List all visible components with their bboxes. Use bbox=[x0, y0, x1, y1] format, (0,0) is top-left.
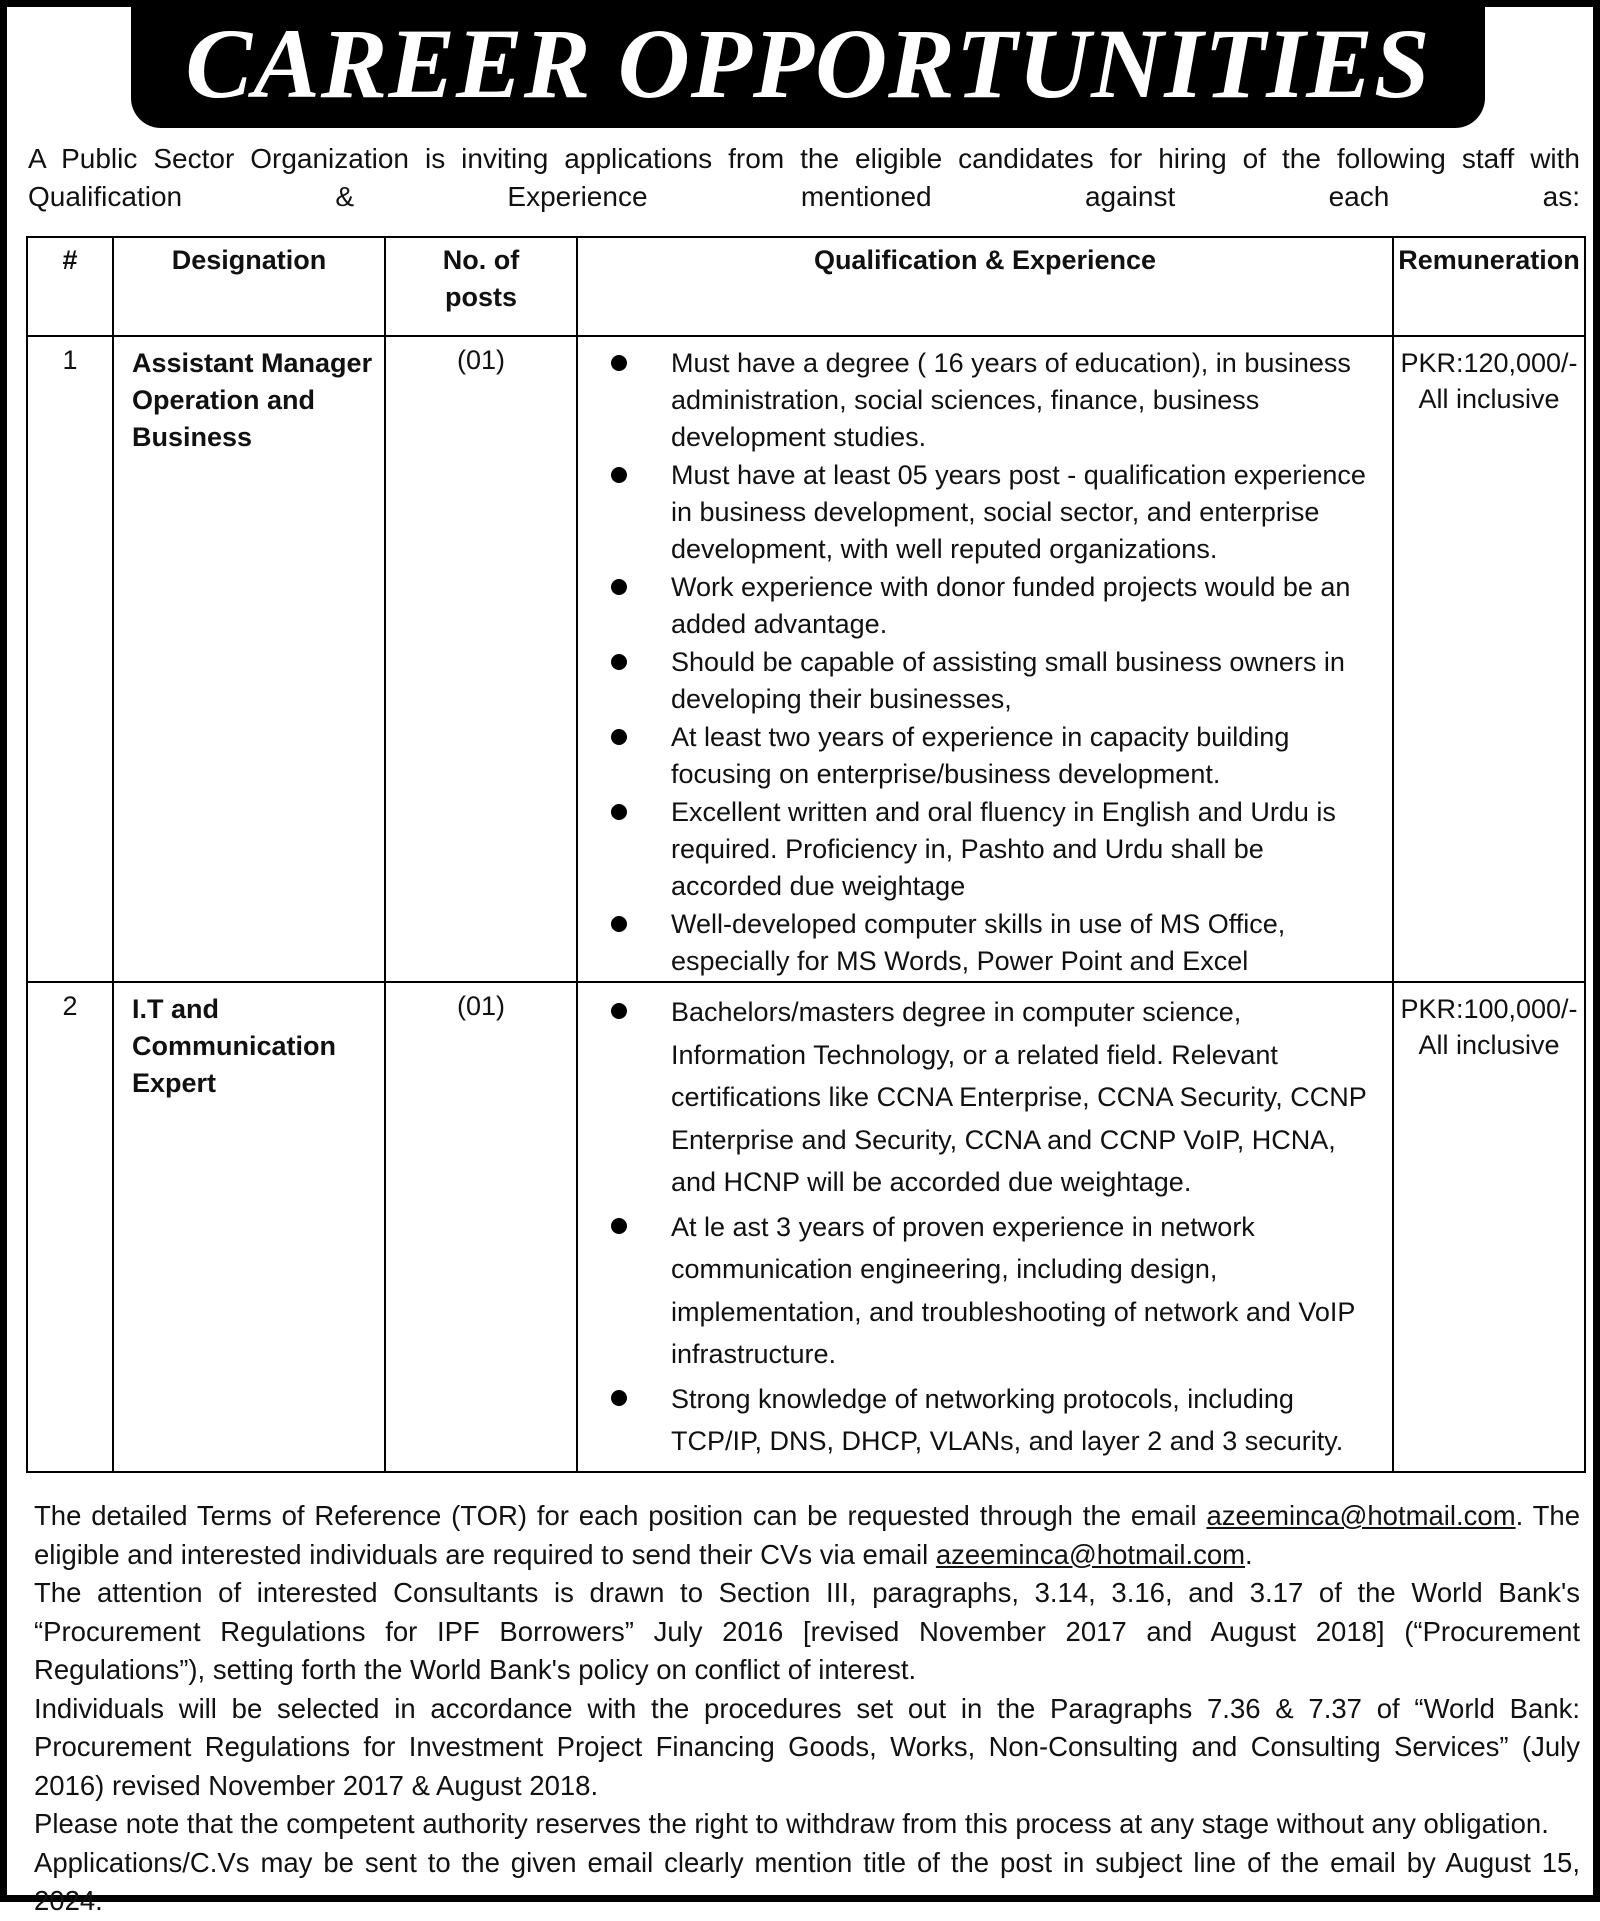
tor-paragraph: The detailed Terms of Reference (TOR) for each position can be requested through the email azeeminca@hotmail.com. The eligible and interested individuals are required to send their CVs via email azeeminca@hotmail.com. bbox=[34, 1500, 1580, 1570]
intro-paragraph: A Public Sector Organization is inviting applications from the eligible candidates for hiring of the following staff with Qualification & Experience mentioned against each as: bbox=[28, 143, 1580, 212]
email-link[interactable]: azeeminca@hotmail.com bbox=[1206, 1500, 1516, 1531]
bullet-icon bbox=[611, 467, 627, 483]
qualification-list bbox=[578, 345, 1382, 980]
bullet-icon bbox=[611, 729, 627, 745]
row-designation: I.T and Communication Expert bbox=[113, 982, 385, 1472]
row-posts: (01) bbox=[385, 336, 577, 982]
page-title: CAREER OPPORTUNITIES bbox=[131, 0, 1485, 128]
email-link[interactable]: azeeminca@hotmail.com bbox=[935, 1538, 1246, 1570]
header-designation: Designation bbox=[113, 237, 385, 336]
header-remuneration: Remuneration bbox=[1393, 237, 1585, 336]
remuneration-amount: PKR:100,000/- bbox=[1400, 994, 1578, 1024]
positions-table bbox=[26, 236, 1586, 1473]
withdraw-paragraph: Please note that the competent authority reserves the right to withdraw from this process at any stage without any obligation. bbox=[34, 1808, 1549, 1839]
row-designation: Assistant Manager Operation and Business bbox=[113, 336, 385, 982]
row-remuneration bbox=[1393, 982, 1585, 1472]
header-num: # bbox=[27, 237, 113, 336]
row-number: 2 bbox=[27, 982, 113, 1472]
conflict-paragraph: The attention of interested Consultants is drawn to Section III, paragraphs, 3.14, 3.16, and 3.17 of the World Bank's “Procurement Regulations for IPF Borrowers” July 2016 [revised November 2017 and August 2018] (“Procurement Regulations”), setting forth the World Bank's policy on conflict of interest. bbox=[34, 1577, 1580, 1685]
row-qualifications bbox=[577, 336, 1393, 982]
row-posts: (01) bbox=[385, 982, 577, 1472]
header-qualification: Qualification & Experience bbox=[577, 237, 1393, 336]
list-item: At le ast 3 years of proven experience in network communication engineering, including design, implementation, and troubleshooting of network and VoIP infrastructure. bbox=[578, 1206, 1382, 1376]
remuneration-amount: PKR:120,000/- bbox=[1400, 348, 1578, 378]
list-item: Must have a degree ( 16 years of education), in business administration, social sciences, finance, business development studies. bbox=[578, 345, 1382, 456]
list-item: Must have at least 05 years post - qualification experience in business development, social sector, and enterprise development, with well reputed organizations. bbox=[578, 457, 1382, 568]
row-qualifications bbox=[577, 982, 1393, 1472]
list-item: Work experience with donor funded projects would be an added advantage. bbox=[578, 569, 1382, 643]
list-item: At least two years of experience in capacity building focusing on enterprise/business development. bbox=[578, 719, 1382, 793]
bullet-icon bbox=[611, 579, 627, 595]
bullet-icon bbox=[611, 804, 627, 820]
table-row bbox=[27, 982, 1585, 1472]
deadline-paragraph: Applications/C.Vs may be sent to the given email clearly mention title of the post in subject line of the email by August 15, 2024. bbox=[34, 1846, 1580, 1916]
table-header-row bbox=[27, 237, 1585, 336]
list-item: Strong knowledge of networking protocols, including TCP/IP, DNS, DHCP, VLANs, and layer 2 and 3 security. bbox=[578, 1378, 1382, 1463]
table-row bbox=[27, 336, 1585, 982]
list-item: Well-developed computer skills in use of MS Office, especially for MS Words, Power Point and Excel bbox=[578, 906, 1382, 980]
bullet-icon bbox=[611, 916, 627, 932]
bullet-icon bbox=[611, 1003, 627, 1019]
remuneration-note: All inclusive bbox=[1418, 1030, 1560, 1060]
remuneration-note: All inclusive bbox=[1418, 384, 1560, 414]
selection-paragraph: Individuals will be selected in accordance with the procedures set out in the Paragraphs 7.36 & 7.37 of “World Bank: Procurement Regulations for Investment Project Financing Goods, Works, Non-Consulting and Consulting Services” (July 2016) revised November 2017 & August 2018. bbox=[34, 1692, 1580, 1801]
bullet-icon bbox=[611, 355, 627, 371]
bullet-icon bbox=[611, 1390, 627, 1406]
bullet-icon bbox=[611, 654, 627, 670]
header-posts: No. of posts bbox=[385, 237, 577, 336]
footer-notes bbox=[34, 1497, 1580, 1921]
list-item: Should be capable of assisting small business owners in developing their businesses, bbox=[578, 644, 1382, 718]
row-remuneration bbox=[1393, 336, 1585, 982]
list-item: Bachelors/masters degree in computer science, Information Technology, or a related field. Relevant certifications like CCNA Enterprise, CCNA Security, CCNP Enterprise and Security, CCNA and CCNP VoIP, HCNA, and HCNP will be accorded due weightage. bbox=[578, 991, 1382, 1204]
qualification-list bbox=[578, 991, 1382, 1463]
row-number: 1 bbox=[27, 336, 113, 982]
list-item: Excellent written and oral fluency in English and Urdu is required. Proficiency in, Pashto and Urdu shall be accorded due weightage bbox=[578, 794, 1382, 905]
bullet-icon bbox=[611, 1218, 627, 1234]
